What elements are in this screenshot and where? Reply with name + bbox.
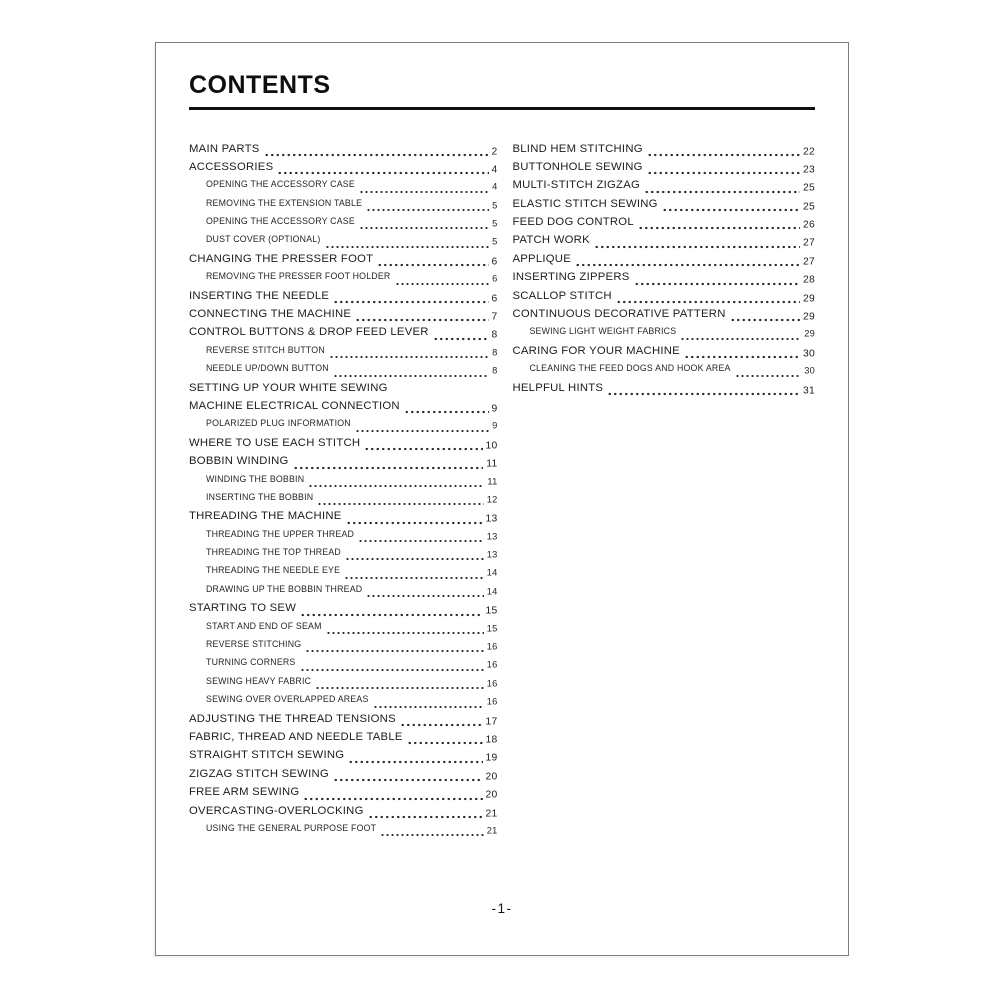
- toc-entry-label: ZIGZAG STITCH SEWING: [189, 767, 329, 780]
- toc-page-number: 4: [492, 181, 498, 192]
- toc-page-number: 13: [486, 531, 498, 542]
- toc-page-number: 13: [486, 549, 498, 560]
- toc-page-number: 15: [485, 605, 498, 617]
- dot-leader: [647, 161, 800, 179]
- toc-page-number: 19: [485, 752, 498, 764]
- toc-page-number: 5: [492, 218, 498, 229]
- toc-entry-label: REMOVING THE PRESSER FOOT HOLDER: [206, 271, 391, 282]
- toc-page-number: 15: [486, 623, 498, 634]
- toc-entry: [189, 510, 497, 528]
- toc-page-number: 16: [486, 678, 498, 689]
- dot-leader: [344, 565, 484, 583]
- toc-entry: [189, 198, 497, 216]
- dot-leader: [616, 290, 800, 308]
- toc-page-number: 5: [492, 200, 498, 211]
- toc-entry-label: CONTINUOUS DECORATIVE PATTERN: [512, 308, 726, 321]
- toc-entry: [189, 805, 497, 823]
- dot-leader: [377, 253, 488, 271]
- dot-leader: [317, 492, 483, 510]
- dot-leader: [308, 474, 484, 492]
- dot-leader: [359, 216, 489, 234]
- dot-leader: [303, 786, 482, 804]
- toc-entry-label: ELASTIC STITCH SEWING: [512, 197, 658, 210]
- page-content: [156, 43, 848, 955]
- toc-entry: [189, 216, 497, 234]
- toc-entry-label: BUTTONHOLE SEWING: [512, 160, 643, 173]
- toc-page-number: 21: [485, 808, 498, 820]
- toc-page-number: 25: [803, 182, 815, 194]
- page-title: CONTENTS: [189, 71, 331, 99]
- toc-page-number: 7: [491, 311, 498, 323]
- toc-entry: [512, 234, 815, 252]
- dot-leader: [333, 768, 483, 786]
- dot-leader: [277, 161, 488, 179]
- toc-page-number: 23: [803, 164, 815, 176]
- toc-page-number: 14: [486, 567, 498, 578]
- dot-leader: [634, 271, 801, 289]
- toc-page-number: 12: [486, 494, 498, 505]
- dot-leader: [735, 363, 802, 381]
- toc-page-number: 18: [485, 734, 498, 746]
- toc-entry: [512, 326, 815, 344]
- toc-entry-label: POLARIZED PLUG INFORMATION: [206, 418, 351, 429]
- toc-entry-label: REVERSE STITCHING: [206, 639, 302, 650]
- dot-leader: [358, 529, 484, 547]
- manual-page: [155, 42, 849, 956]
- toc-entry: [189, 694, 497, 712]
- toc-page-number: 30: [804, 365, 815, 376]
- toc-page-number: 6: [491, 256, 498, 268]
- toc-entry: [189, 657, 497, 675]
- toc-entry-label: DRAWING UP THE BOBBIN THREAD: [206, 583, 363, 594]
- table-of-contents: [189, 143, 815, 842]
- toc-entry-label: SETTING UP YOUR WHITE SEWING: [189, 381, 388, 394]
- toc-entry: [189, 437, 497, 455]
- toc-entry: [189, 786, 497, 804]
- toc-page-number: 29: [804, 328, 815, 339]
- toc-entry: [189, 529, 497, 547]
- dot-leader: [647, 143, 800, 161]
- toc-entry: [189, 418, 497, 436]
- dot-leader: [607, 382, 800, 400]
- toc-page-number: 30: [803, 348, 815, 360]
- toc-page-number: 5: [492, 236, 498, 247]
- toc-entry-label: SEWING HEAVY FABRIC: [206, 675, 312, 686]
- toc-entry-label: REMOVING THE EXTENSION TABLE: [206, 197, 363, 208]
- toc-entry: [189, 639, 497, 657]
- dot-leader: [300, 657, 484, 675]
- dot-leader: [638, 216, 800, 234]
- toc-entry: [512, 253, 815, 271]
- dot-leader: [368, 805, 483, 823]
- toc-entry-label: HELPFUL HINTS: [512, 381, 604, 394]
- toc-page-number: 20: [485, 771, 498, 783]
- toc-entry-label: CLEANING THE FEED DOGS AND HOOK AREA: [529, 363, 731, 374]
- dot-leader: [594, 234, 800, 252]
- dot-leader: [395, 271, 490, 289]
- toc-entry: [512, 382, 815, 400]
- toc-entry: [189, 253, 497, 271]
- toc-entry: [189, 345, 497, 363]
- toc-entry-label: THREADING THE UPPER THREAD: [206, 528, 355, 539]
- toc-entry-label: DUST COVER (OPTIONAL): [206, 234, 321, 245]
- toc-entry: [512, 363, 815, 381]
- toc-entry-label: ACCESSORIES: [189, 160, 274, 173]
- toc-page-number: 29: [803, 311, 815, 323]
- dot-leader: [373, 694, 484, 712]
- toc-entry: [512, 290, 815, 308]
- toc-entry: [189, 676, 497, 694]
- toc-page-number: 17: [485, 716, 498, 728]
- toc-page-number: 11: [487, 476, 498, 487]
- toc-entry: [512, 271, 815, 289]
- toc-entry-label: PATCH WORK: [512, 234, 590, 247]
- toc-entry: [512, 143, 815, 161]
- toc-page-number: 31: [803, 385, 815, 397]
- toc-entry-label: CARING FOR YOUR MACHINE: [512, 344, 680, 357]
- dot-leader: [325, 234, 490, 252]
- dot-leader: [433, 326, 489, 344]
- toc-page-number: 28: [803, 274, 815, 286]
- toc-entry: [189, 621, 497, 639]
- toc-entry: [189, 749, 497, 767]
- toc-entry-label: STRAIGHT STITCH SEWING: [189, 749, 345, 762]
- toc-page-number: 27: [803, 237, 815, 249]
- dot-leader: [264, 143, 489, 161]
- dot-leader: [366, 198, 489, 216]
- toc-entry: [189, 547, 497, 565]
- toc-entry: [189, 713, 497, 731]
- dot-leader: [400, 713, 483, 731]
- toc-column-1: [512, 143, 815, 842]
- dot-leader: [575, 253, 800, 271]
- title-underline: [189, 107, 815, 110]
- toc-entry: [189, 161, 497, 179]
- toc-page-number: 13: [485, 513, 498, 525]
- toc-page-number: 25: [803, 201, 815, 213]
- toc-entry-label: MAIN PARTS: [189, 142, 260, 155]
- dot-leader: [333, 363, 489, 381]
- toc-entry-label: SCALLOP STITCH: [512, 289, 612, 302]
- toc-entry: [189, 455, 497, 473]
- toc-page-number: 9: [492, 420, 498, 431]
- toc-entry: [189, 584, 497, 602]
- toc-entry: [189, 290, 497, 308]
- toc-entry-label: MACHINE ELECTRICAL CONNECTION: [189, 399, 400, 412]
- toc-entry-label: START AND END OF SEAM: [206, 620, 322, 631]
- toc-entry-label: TURNING CORNERS: [206, 657, 296, 668]
- toc-entry: [189, 143, 497, 161]
- toc-entry: [189, 382, 497, 400]
- toc-entry-label: WHERE TO USE EACH STITCH: [189, 436, 361, 449]
- toc-entry-label: OPENING THE ACCESSORY CASE: [206, 179, 355, 190]
- toc-page-number: 29: [803, 293, 815, 305]
- toc-page-number: 26: [803, 219, 815, 231]
- toc-page-number: 8: [491, 329, 498, 341]
- toc-column-0: [189, 143, 497, 842]
- toc-entry-label: SEWING OVER OVERLAPPED AREAS: [206, 694, 369, 705]
- dot-leader: [326, 621, 484, 639]
- dot-leader: [644, 179, 800, 197]
- toc-entry: [189, 565, 497, 583]
- toc-page-number: 22: [803, 146, 815, 157]
- toc-page-number: 4: [491, 164, 498, 176]
- toc-entry-label: CHANGING THE PRESSER FOOT: [189, 252, 374, 265]
- toc-page-number: 8: [492, 365, 498, 376]
- toc-entry: [189, 326, 497, 344]
- toc-page-number: 8: [492, 347, 498, 358]
- toc-page-number: 16: [486, 641, 498, 652]
- toc-entry-label: THREADING THE TOP THREAD: [206, 547, 341, 558]
- toc-entry-label: FREE ARM SEWING: [189, 786, 300, 799]
- dot-leader: [662, 198, 800, 216]
- dot-leader: [329, 345, 489, 363]
- toc-entry: [189, 308, 497, 326]
- toc-entry: [189, 474, 497, 492]
- toc-entry-label: FABRIC, THREAD AND NEEDLE TABLE: [189, 731, 403, 743]
- toc-entry-label: INSERTING THE NEEDLE: [189, 289, 330, 302]
- toc-entry: [189, 602, 497, 620]
- dot-leader: [359, 179, 489, 197]
- dot-leader: [364, 437, 482, 455]
- toc-entry-label: SEWING LIGHT WEIGHT FABRICS: [529, 326, 677, 337]
- toc-entry: [189, 768, 497, 786]
- toc-entry-label: CONTROL BUTTONS & DROP FEED LEVER: [189, 326, 429, 339]
- toc-entry: [512, 308, 815, 326]
- dot-leader: [366, 584, 483, 602]
- toc-entry-label: FEED DOG CONTROL: [512, 216, 634, 229]
- dot-leader: [404, 400, 489, 418]
- dot-leader: [348, 749, 482, 767]
- dot-leader: [293, 455, 484, 473]
- dot-leader: [730, 308, 800, 326]
- toc-entry-label: THREADING THE NEEDLE EYE: [206, 565, 341, 576]
- toc-page-number: 14: [486, 586, 498, 597]
- toc-entry-label: CONNECTING THE MACHINE: [189, 308, 352, 321]
- dot-leader: [315, 676, 484, 694]
- dot-leader: [680, 326, 801, 344]
- dot-leader: [333, 290, 488, 308]
- toc-page-number: 20: [485, 789, 498, 801]
- toc-page-number: 27: [803, 256, 815, 268]
- dot-leader: [407, 731, 483, 749]
- toc-entry-label: NEEDLE UP/DOWN BUTTON: [206, 363, 329, 374]
- page-number-footer: -1-: [491, 901, 513, 916]
- dot-leader: [355, 308, 488, 326]
- dot-leader: [380, 823, 483, 841]
- toc-entry-label: INSERTING THE BOBBIN: [206, 491, 314, 502]
- toc-page-number: 10: [485, 440, 498, 452]
- toc-entry: [189, 271, 497, 289]
- toc-entry: [189, 823, 497, 841]
- toc-entry-label: OVERCASTING-OVERLOCKING: [189, 804, 364, 817]
- toc-entry-label: BLIND HEM STITCHING: [512, 142, 643, 155]
- toc-page-number: 21: [486, 825, 498, 836]
- toc-page-number: 2: [491, 146, 498, 157]
- dot-leader: [305, 639, 483, 657]
- dot-leader: [346, 510, 483, 528]
- toc-entry-label: THREADING THE MACHINE: [189, 510, 342, 523]
- toc-entry: [189, 363, 497, 381]
- dot-leader: [300, 602, 482, 620]
- toc-entry-label: WINDING THE BOBBIN: [206, 473, 305, 484]
- dot-leader: [355, 418, 489, 436]
- toc-entry-label: OPENING THE ACCESSORY CASE: [206, 216, 355, 227]
- toc-entry-label: STARTING TO SEW: [189, 602, 297, 615]
- toc-page-number: 6: [491, 293, 498, 305]
- dot-leader: [684, 345, 800, 363]
- toc-page-number: 9: [491, 403, 498, 415]
- toc-entry: [512, 216, 815, 234]
- toc-entry: [189, 234, 497, 252]
- toc-entry-label: BOBBIN WINDING: [189, 455, 289, 468]
- toc-entry: [512, 179, 815, 197]
- toc-entry-label: ADJUSTING THE THREAD TENSIONS: [189, 712, 396, 725]
- toc-entry: [512, 345, 815, 363]
- toc-entry-label: USING THE GENERAL PURPOSE FOOT: [206, 822, 377, 833]
- toc-entry: [189, 400, 497, 418]
- toc-entry: [189, 179, 497, 197]
- toc-entry-label: APPLIQUE: [512, 252, 571, 265]
- toc-entry: [512, 161, 815, 179]
- toc-page-number: 16: [486, 659, 498, 670]
- toc-page-number: 16: [486, 696, 498, 707]
- dot-leader: [345, 547, 484, 565]
- toc-entry: [189, 731, 497, 749]
- toc-entry: [512, 198, 815, 216]
- toc-entry-label: MULTI-STITCH ZIGZAG: [512, 179, 641, 192]
- toc-entry-label: INSERTING ZIPPERS: [512, 271, 630, 284]
- toc-page-number: 11: [486, 458, 498, 470]
- toc-entry-label: REVERSE STITCH BUTTON: [206, 344, 325, 355]
- toc-page-number: 6: [492, 273, 498, 284]
- toc-entry: [189, 492, 497, 510]
